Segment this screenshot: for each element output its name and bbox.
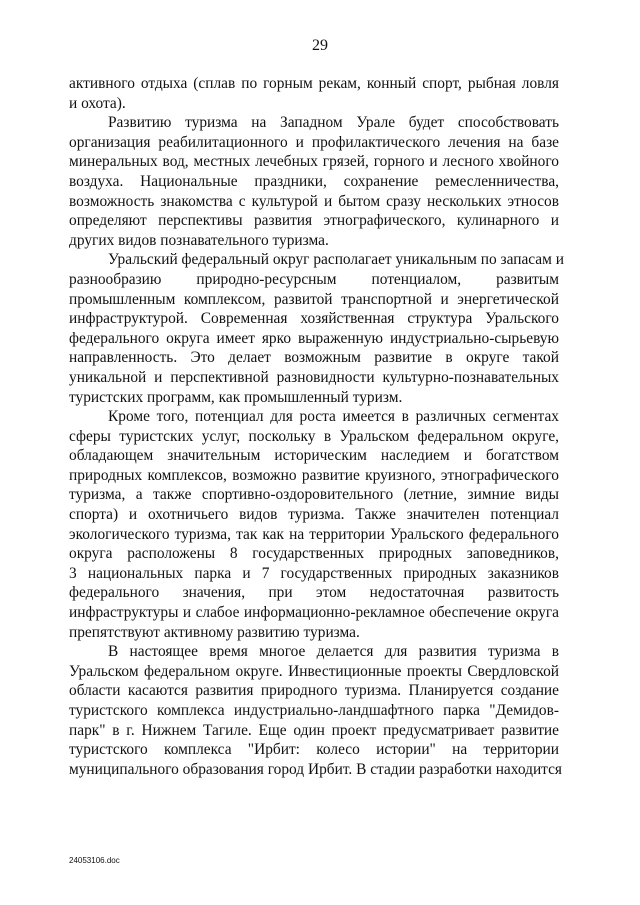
text-line: препятствуют активному развитию туризма. (69, 623, 360, 641)
document-body (69, 74, 564, 779)
text-line: Кроме того, потенциал для роста имеется в различных сегментах (108, 408, 559, 426)
text-line: минеральных вод, местных лечебных грязей, горного и лесного хвойного (69, 153, 559, 171)
text-line: парк" в г. Нижнем Тагиле. Еще один проект предусматривает развитие (69, 721, 559, 739)
text-line: воздуха. Национальные праздники, сохранение ремесленничества, (69, 172, 559, 190)
text-line: округа расположены 8 государственных природных заповедников, (69, 545, 559, 563)
footer-filename: 24053106.doc (69, 856, 120, 865)
text-line: экологического туризма, так как на территории Уральского федерального (69, 525, 559, 543)
paragraph (69, 74, 559, 113)
text-line: организация реабилитационного и профилактического лечения на базе (69, 133, 559, 151)
text-line: обладающем значительным историческим наследием и богатством (69, 447, 559, 465)
text-line: сферы туристских услуг, поскольку в Уральском федеральном округе, (69, 427, 559, 445)
text-line: спорта) и охотничьего видов туризма. Также значителен потенциал (69, 506, 559, 524)
text-line: Уральский федеральный округ располагает уникальным по запасам и (108, 251, 564, 269)
text-line: уникальной и перспективной разновидности культурно-познавательных (69, 368, 559, 386)
text-line: промышленным комплексом, развитой транспортной и энергетической (69, 290, 559, 308)
text-line: туристских программ, как промышленный туризм. (69, 388, 403, 406)
text-line: муниципального образования город Ирбит. В стадии разработки находится (69, 760, 563, 778)
text-line: туристского комплекса "Ирбит: колесо истории" на территории (69, 741, 559, 759)
text-line: разнообразию природно-ресурсным потенциалом, развитым (69, 270, 559, 288)
text-line: и охота). (69, 94, 126, 112)
text-line: направленность. Это делает возможным развитие в округе такой (69, 349, 559, 367)
text-line: природных комплексов, возможно развитие круизного, этнографического (69, 466, 559, 484)
text-line: туристского комплекса индустриально-ландшафтного парка "Демидов- (69, 702, 559, 719)
paragraph (69, 642, 563, 779)
paragraph (69, 407, 559, 642)
text-line: инфраструктуры и слабое информационно-рекламное обеспечение округа (69, 604, 559, 622)
text-line: области касаются развития природного туризма. Планируется создание (69, 682, 559, 700)
text-line: инфраструктурой. Современная хозяйственная структура Уральского (69, 310, 559, 328)
page-number: 29 (312, 37, 328, 54)
text-line: активного отдыха (сплав по горным рекам, конный спорт, рыбная ловля (69, 75, 559, 92)
text-line: других видов познавательного туризма. (69, 231, 329, 249)
text-line: определяют перспективы развития этнографического, кулинарного и (69, 212, 559, 230)
paragraph (69, 250, 564, 407)
text-line: федерального округа имеет ярко выраженную индустриально-сырьевую (69, 329, 559, 347)
text-line: туризма, а также спортивно-оздоровительного (летние, зимние виды (69, 486, 559, 504)
text-line: федерального значения, при этом недостаточная развитость (69, 584, 559, 602)
text-line: Развитию туризма на Западном Урале будет способствовать (108, 114, 559, 132)
text-line: возможность знакомства с культурой и бытом сразу нескольких этносов (69, 192, 559, 210)
text-line: В настоящее время многое делается для развития туризма в (108, 643, 559, 661)
text-line: Уральском федеральном округе. Инвестиционные проекты Свердловской (69, 662, 559, 680)
paragraph (69, 113, 559, 250)
text-line: 3 национальных парка и 7 государственных природных заказников (69, 564, 559, 582)
